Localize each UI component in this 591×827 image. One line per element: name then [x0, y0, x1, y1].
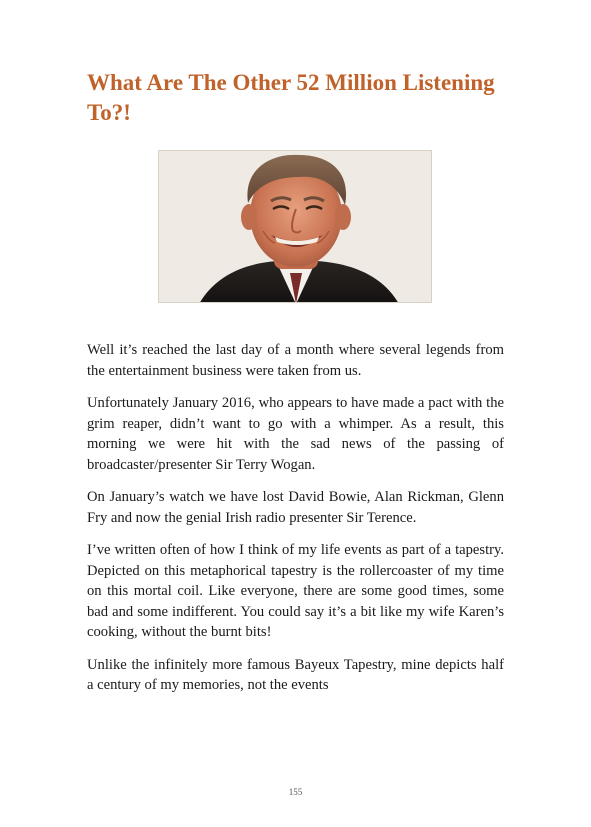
- page-title: What Are The Other 52 Million Listening To?!: [87, 70, 495, 125]
- paragraph: I’ve written often of how I think of my life events as part of a tapestry. Depicted on this metaphorical tapestry is the rollercoaster of my time on this mortal coil. Like everyone, there are some good times, some bad and some indifferent. You could say it’s a bit like my wife Karen’s cooking, without the burnt bits!: [87, 542, 504, 640]
- portrait-photo: [158, 150, 432, 303]
- page-number: 155: [288, 787, 303, 797]
- paragraph: Unfortunately January 2016, who appears to have made a pact with the grim reaper, didn’t want to go with a whimper. As a result, this morning we were hit with the sad news of the passing of broadcaster/presenter Sir Terry Wogan.: [87, 395, 504, 473]
- paragraph: On January’s watch we have lost David Bowie, Alan Rickman, Glenn Fry and now the genial Irish radio presenter Sir Terence.: [87, 489, 504, 526]
- paragraph: Well it’s reached the last day of a month where several legends from the entertainment business were taken from us.: [87, 342, 504, 379]
- paragraph: Unlike the infinitely more famous Bayeux Tapestry, mine depicts half a century of my memories, not the events: [87, 656, 504, 693]
- article-body: [87, 340, 504, 708]
